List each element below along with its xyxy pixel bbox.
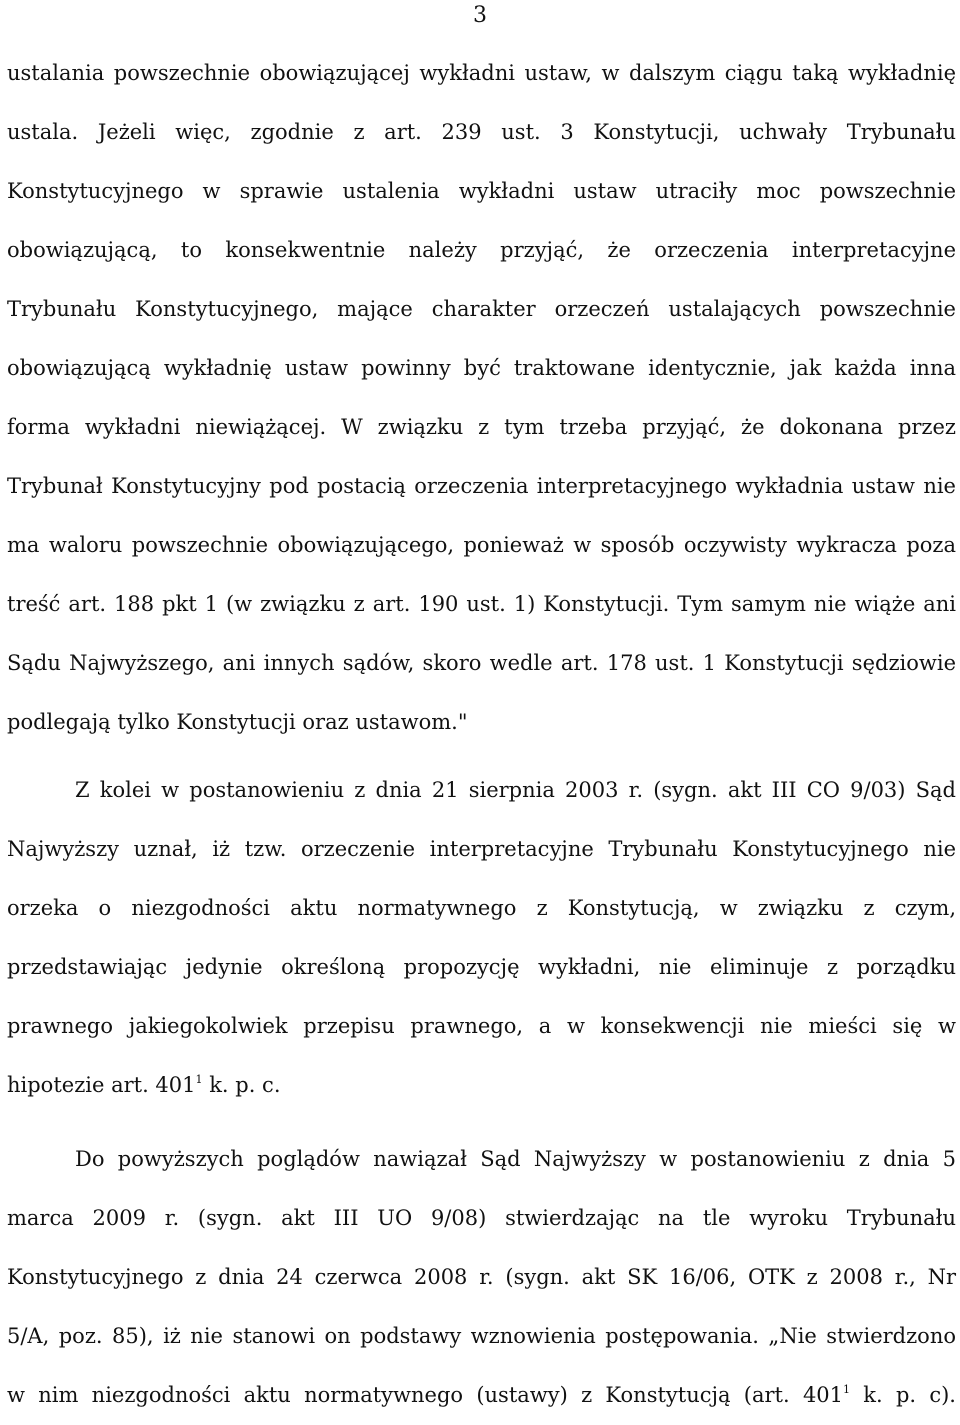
paragraph-1	[7, 44, 956, 752]
line-text: k. p. c).	[850, 1383, 956, 1407]
text-line: obowiązującą wykładnię ustaw powinny być traktowane identycznie, jak każda inna	[7, 356, 956, 380]
text-line: obowiązującą, to konsekwentnie należy przyjąć, że orzeczenia interpretacyjne	[7, 238, 956, 262]
text-line: podlegają tylko Konstytucji oraz ustawom."	[7, 710, 468, 734]
text-line: Z kolei w postanowieniu z dnia 21 sierpnia 2003 r. (sygn. akt III CO 9/03) Sąd	[75, 778, 956, 802]
text-line: Trybunał Konstytucyjny pod postacią orzeczenia interpretacyjnego wykładnia ustaw nie	[7, 474, 956, 498]
text-line: ustala. Jeżeli więc, zgodnie z art. 239 ust. 3 Konstytucji, uchwały Trybunału	[7, 120, 956, 144]
text-line: treść art. 188 pkt 1 (w związku z art. 190 ust. 1) Konstytucji. Tym samym nie wiąże ani	[7, 592, 956, 616]
text-line: Konstytucyjnego z dnia 24 czerwca 2008 r. (sygn. akt SK 16/06, OTK z 2008 r., Nr	[7, 1265, 956, 1289]
superscript: 1	[195, 1073, 203, 1086]
text-line: Najwyższy uznał, iż tzw. orzeczenie interpretacyjne Trybunału Konstytucyjnego nie	[7, 837, 956, 861]
text-line: 5/A, poz. 85), iż nie stanowi on podstawy wznowienia postępowania. „Nie stwierdzono	[7, 1324, 956, 1348]
text-line: prawnego jakiegokolwiek przepisu prawnego, a w konsekwencji nie mieści się w	[7, 1014, 956, 1038]
line-text: hipotezie art. 401	[7, 1073, 196, 1097]
line-text: k. p. c.	[202, 1073, 281, 1097]
page-number: 3	[473, 3, 487, 28]
paragraph-2	[7, 761, 956, 1115]
paragraph-3	[7, 1130, 956, 1425]
text-line: orzeka o niezgodności aktu normatywnego z Konstytucją, w związku z czym,	[7, 896, 956, 920]
text-line: Sądu Najwyższego, ani innych sądów, skoro wedle art. 178 ust. 1 Konstytucji sędziowie	[7, 651, 956, 675]
text-line: Konstytucyjnego w sprawie ustalenia wykładni ustaw utraciły moc powszechnie	[7, 179, 956, 203]
text-line-with-superscript	[7, 1366, 956, 1425]
text-line: forma wykładni niewiążącej. W związku z tym trzeba przyjąć, że dokonana przez	[7, 415, 956, 439]
text-line: Trybunału Konstytucyjnego, mające charakter orzeczeń ustalających powszechnie	[7, 297, 956, 321]
text-line: marca 2009 r. (sygn. akt III UO 9/08) stwierdzając na tle wyroku Trybunału	[7, 1206, 956, 1230]
line-text: w nim niezgodności aktu normatywnego (ustawy) z Konstytucją (art. 401	[7, 1383, 844, 1407]
text-line: ustalania powszechnie obowiązującej wykładni ustaw, w dalszym ciągu taką wykładnię	[7, 61, 956, 85]
text-line: Do powyższych poglądów nawiązał Sąd Najwyższy w postanowieniu z dnia 5	[75, 1147, 956, 1171]
text-line: przedstawiając jedynie określoną propozycję wykładni, nie eliminuje z porządku	[7, 955, 956, 979]
text-line-with-superscript	[7, 1056, 956, 1115]
text-line: ma waloru powszechnie obowiązującego, ponieważ w sposób oczywisty wykracza poza	[7, 533, 956, 557]
superscript: 1	[843, 1383, 851, 1396]
